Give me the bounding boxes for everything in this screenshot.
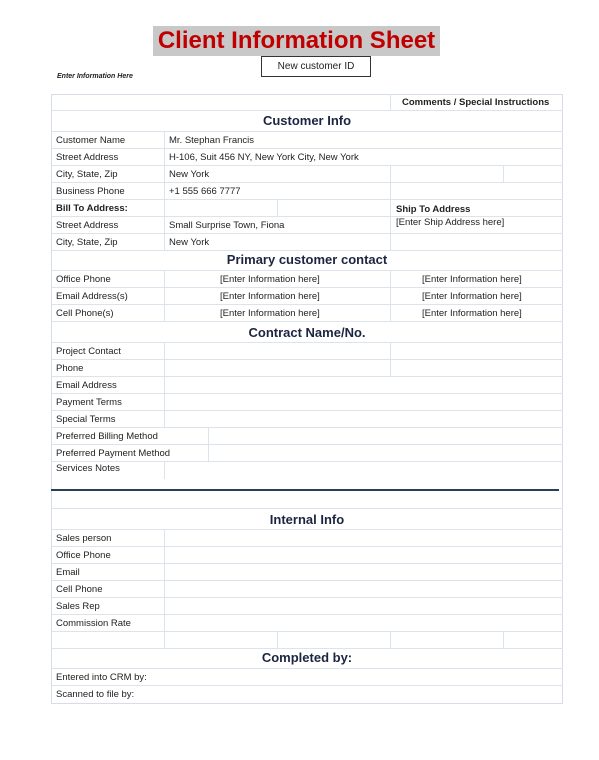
field-label: Preferred Billing Method bbox=[56, 431, 158, 442]
field-label: Cell Phone bbox=[56, 584, 103, 595]
field-value[interactable]: [Enter Information here] bbox=[422, 291, 522, 302]
customer-info-heading: Customer Info bbox=[262, 113, 352, 128]
primary-contact-heading-row bbox=[51, 251, 563, 271]
field-label: Customer Name bbox=[56, 135, 126, 146]
customer-row bbox=[51, 132, 563, 149]
field-label: Street Address bbox=[56, 220, 119, 231]
bill-row bbox=[51, 234, 563, 251]
customer-info-heading-row bbox=[51, 111, 563, 132]
contract-row bbox=[51, 428, 563, 445]
contract-row bbox=[51, 377, 563, 394]
field-value[interactable]: H-106, Suit 456 NY, New York City, New York bbox=[169, 152, 359, 163]
entry-hint: Enter Information Here bbox=[57, 73, 133, 80]
internal-row-empty bbox=[51, 632, 563, 649]
field-label: Preferred Payment Method bbox=[56, 448, 171, 459]
customer-row bbox=[51, 183, 563, 200]
completed-row bbox=[51, 669, 563, 686]
contact-row bbox=[51, 271, 563, 288]
contract-row bbox=[51, 462, 563, 479]
contract-row bbox=[51, 343, 563, 360]
contact-row bbox=[51, 305, 563, 322]
field-label: Project Contact bbox=[56, 346, 121, 357]
contract-row bbox=[51, 411, 563, 428]
field-label: Entered into CRM by: bbox=[56, 672, 147, 683]
internal-row bbox=[51, 615, 563, 632]
field-label: Special Terms bbox=[56, 414, 116, 425]
internal-row bbox=[51, 564, 563, 581]
ship-to-label: Ship To Address bbox=[396, 204, 471, 215]
field-label: Commission Rate bbox=[56, 618, 131, 629]
section-divider bbox=[51, 489, 559, 491]
comments-header-row bbox=[51, 94, 563, 111]
field-value[interactable]: [Enter Information here] bbox=[220, 274, 320, 285]
internal-row bbox=[51, 530, 563, 547]
field-label: Email Address bbox=[56, 380, 117, 391]
contract-row bbox=[51, 394, 563, 411]
contract-heading: Contract Name/No. bbox=[248, 325, 366, 340]
field-label: Office Phone bbox=[56, 274, 111, 285]
field-label: Services Notes bbox=[56, 463, 120, 474]
bill-row bbox=[51, 217, 563, 234]
field-label: Scanned to file by: bbox=[56, 689, 135, 700]
field-value[interactable]: New York bbox=[169, 169, 210, 180]
field-value[interactable]: [Enter Information here] bbox=[220, 291, 320, 302]
field-label: Business Phone bbox=[56, 186, 125, 197]
internal-heading-row bbox=[51, 508, 563, 530]
field-label: Sales person bbox=[56, 533, 112, 544]
field-label: Email Address(s) bbox=[56, 291, 128, 302]
field-label: Payment Terms bbox=[56, 397, 122, 408]
field-label: Phone bbox=[56, 363, 84, 374]
ship-address-placeholder[interactable]: [Enter Ship Address here] bbox=[396, 217, 505, 228]
internal-row bbox=[51, 598, 563, 615]
contact-row bbox=[51, 288, 563, 305]
field-label: City, State, Zip bbox=[56, 169, 118, 180]
field-value[interactable]: Mr. Stephan Francis bbox=[169, 135, 255, 146]
field-value[interactable]: [Enter Information here] bbox=[422, 274, 522, 285]
field-value[interactable]: +1 555 666 7777 bbox=[169, 186, 241, 197]
contract-row bbox=[51, 445, 563, 462]
contract-heading-row bbox=[51, 322, 563, 343]
document-title: Client Information Sheet bbox=[153, 26, 440, 56]
customer-row bbox=[51, 149, 563, 166]
primary-contact-heading: Primary customer contact bbox=[226, 252, 388, 267]
field-label: City, State, Zip bbox=[56, 237, 118, 248]
field-label: Street Address bbox=[56, 152, 119, 163]
field-label: Office Phone bbox=[56, 550, 111, 561]
internal-row bbox=[51, 547, 563, 564]
field-label: Sales Rep bbox=[56, 601, 100, 612]
field-label: Email bbox=[56, 567, 80, 578]
customer-row bbox=[51, 166, 563, 183]
completed-row bbox=[51, 686, 563, 703]
field-value[interactable]: [Enter Information here] bbox=[220, 308, 320, 319]
internal-heading: Internal Info bbox=[269, 512, 345, 527]
field-value[interactable]: New York bbox=[169, 237, 210, 248]
internal-row bbox=[51, 581, 563, 598]
bill-to-label: Bill To Address: bbox=[56, 203, 128, 214]
completed-heading-row bbox=[51, 649, 563, 669]
field-value[interactable]: Small Surprise Town, Fiona bbox=[169, 220, 285, 231]
comments-label: Comments / Special Instructions bbox=[402, 97, 550, 108]
completed-heading: Completed by: bbox=[261, 650, 353, 665]
field-label: Cell Phone(s) bbox=[56, 308, 114, 319]
contract-row bbox=[51, 360, 563, 377]
field-value[interactable]: [Enter Information here] bbox=[422, 308, 522, 319]
customer-id-field[interactable]: New customer ID bbox=[261, 56, 371, 77]
